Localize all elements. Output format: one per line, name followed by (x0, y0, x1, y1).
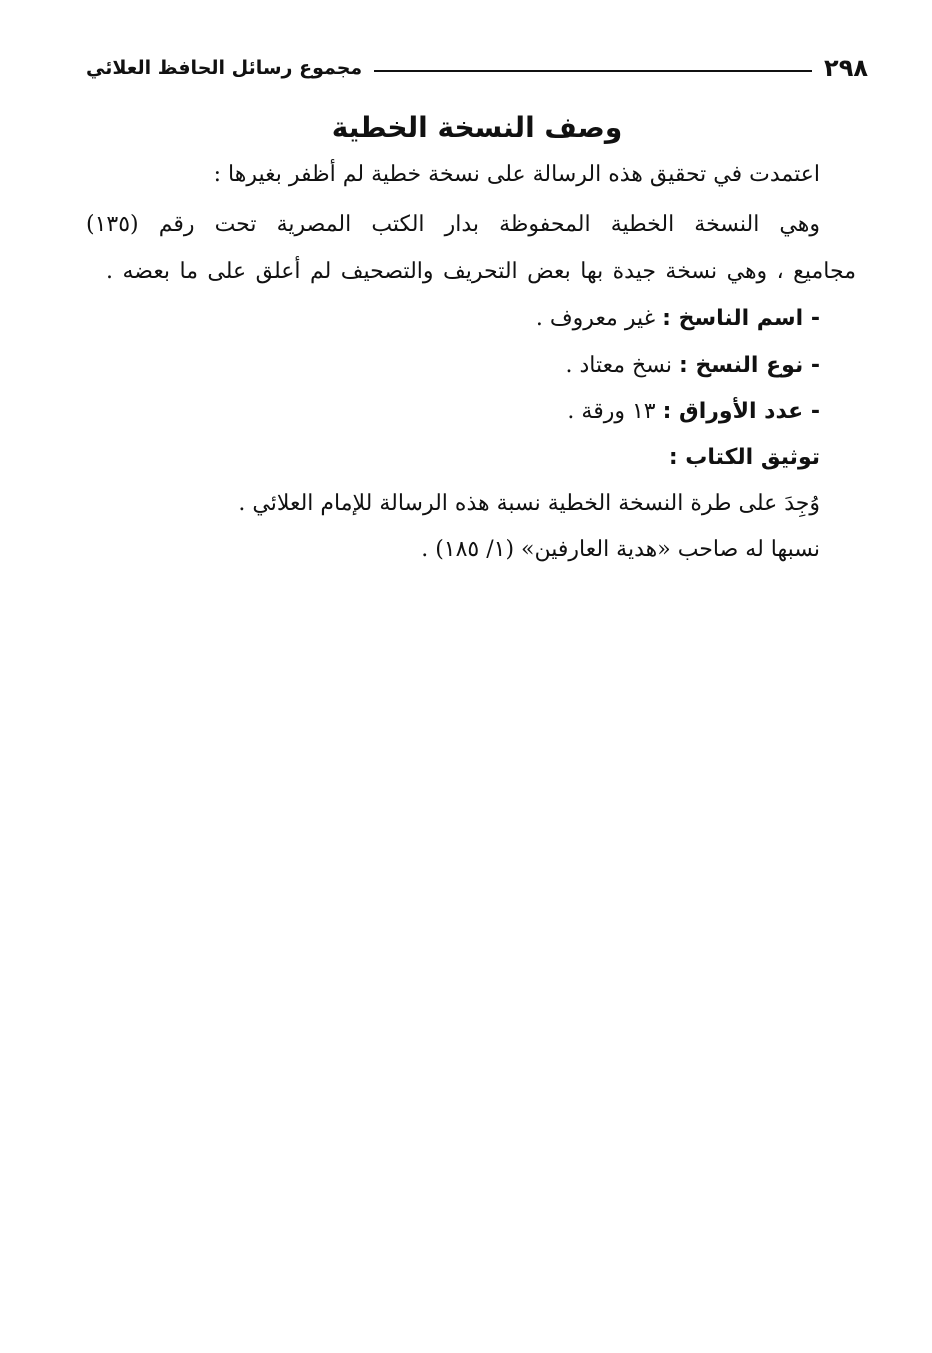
attestation-line-1: وُجِدَ على طرة النسخة الخطية نسبة هذه الرسالة للإمام العلائي . (238, 491, 820, 516)
copyist-item (536, 299, 820, 339)
section-title: وصف النسخة الخطية (331, 111, 623, 144)
paragraph-line-1: وهي النسخة الخطية المحفوظة بدار الكتب المصرية تحت رقم (١٣٥) (86, 212, 820, 237)
folio-count-label: - عدد الأوراق : (662, 399, 820, 424)
book-title: مجموع رسائل الحافظ العلائي (86, 57, 363, 79)
copyist-label: - اسم الناسخ : (662, 306, 820, 331)
script-type-label: - نوع النسخ : (678, 353, 820, 378)
intro-line: اعتمدت في تحقيق هذه الرسالة على نسخة خطية لم أظفر بغيرها : (213, 162, 820, 187)
page-number: ٢٩٨ (824, 54, 868, 82)
folio-count-value: ١٣ ورقة . (567, 399, 656, 424)
attestation-line-2: نسبها له صاحب «هدية العارفين» (١/ ١٨٥) . (421, 537, 820, 562)
header-rule (374, 70, 812, 72)
script-type-value: نسخ معتاد . (565, 353, 672, 378)
copyist-value: غير معروف . (535, 306, 656, 331)
folio-count-item (567, 392, 820, 432)
running-header (86, 48, 868, 88)
script-type-item (566, 346, 820, 386)
paragraph-line-2: مجاميع ، وهي نسخة جيدة بها بعض التحريف والتصحيف لم أعلق على ما بعضه . (106, 259, 856, 284)
attestation-heading: توثيق الكتاب : (668, 445, 820, 470)
